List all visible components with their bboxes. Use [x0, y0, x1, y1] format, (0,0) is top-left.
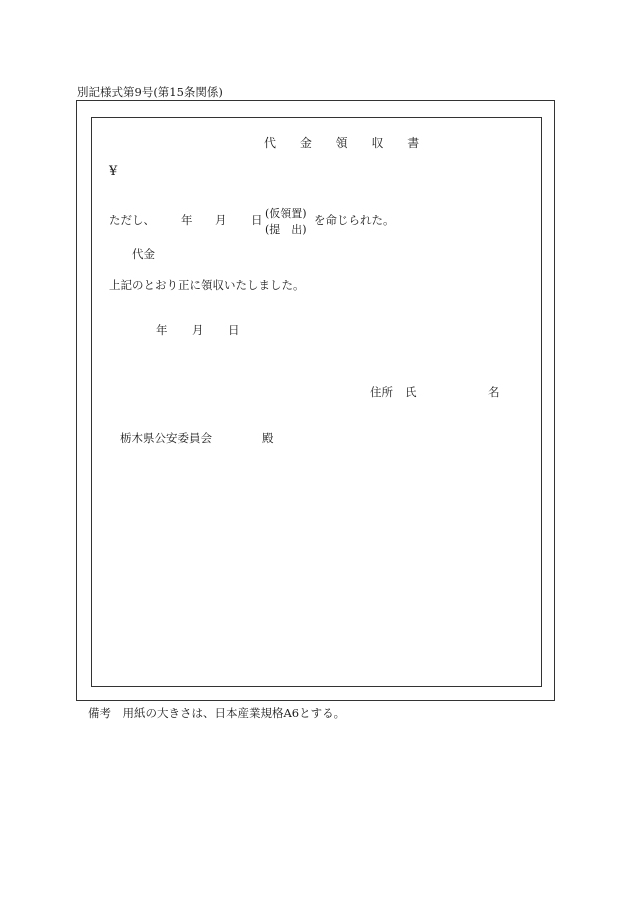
option-provisional-custody: (仮領置) [265, 207, 307, 220]
honorific: 殿 [262, 431, 274, 445]
name-label-second: 名 [488, 385, 500, 399]
order-day-label: 日 [251, 213, 263, 227]
order-month-label: 月 [215, 213, 227, 227]
receipt-title: 代 金 領 収 書 [264, 136, 430, 150]
option-submission: (提 出) [265, 223, 307, 236]
name-label-first: 氏 [405, 385, 417, 399]
proviso-suffix: を命じられた。 [314, 213, 395, 227]
date-month-label: 月 [192, 323, 204, 337]
receipt-statement: 上記のとおり正に領収いたしました。 [109, 278, 305, 292]
form-number-label: 別記様式第9号(第15条関係) [77, 85, 223, 99]
order-year-label: 年 [181, 213, 193, 227]
address-label: 住所 [370, 385, 393, 399]
yen-symbol: ¥ [109, 164, 118, 179]
recipient-name: 栃木県公安委員会 [120, 431, 212, 445]
inner-border [91, 117, 542, 687]
date-day-label: 日 [228, 323, 240, 337]
proviso-prefix: ただし、 [109, 213, 155, 227]
footnote: 備考 用紙の大きさは、日本産業規格A6とする。 [88, 706, 346, 720]
date-year-label: 年 [156, 323, 168, 337]
price-label: 代金 [132, 247, 155, 261]
